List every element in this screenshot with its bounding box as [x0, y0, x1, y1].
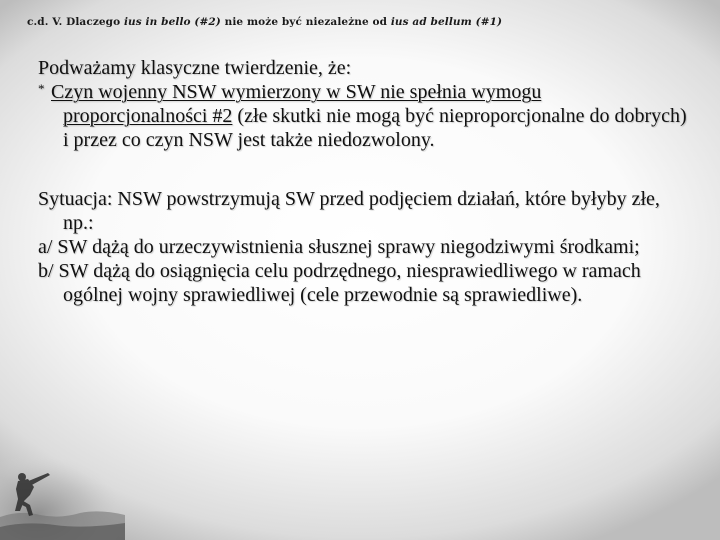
header-middle: nie może być niezależne od	[220, 16, 391, 28]
claim-bullet	[38, 80, 688, 152]
header-term-ius-in-bello: ius in bello (#2)	[123, 16, 221, 28]
option-a: a/ SW dążą do urzeczywistnienia słusznej sprawy niegodziwymi środkami;	[38, 236, 640, 258]
soldier-silhouette-image	[0, 455, 125, 540]
situation-text: Sytuacja: NSW powstrzymują SW przed podjęciem działań, które byłyby złe, np.:	[38, 188, 660, 234]
option-b: b/ SW dążą do osiągnięcia celu podrzędnego, niesprawiedliwego w ramach ogólnej wojny sprawiedliwej (cele przewodnie są sprawiedliwe).	[38, 260, 641, 306]
intro-text: Podważamy klasyczne twierdzenie, że:	[38, 57, 352, 79]
header-prefix: c.d. V. Dlaczego	[27, 16, 124, 28]
slide-header	[27, 16, 502, 28]
slide-body	[38, 56, 688, 307]
claim-underlined: Czyn wojenny NSW wymierzony w SW nie spełnia wymogu proporcjonalności #2	[51, 81, 542, 127]
bullet-mark: *	[38, 81, 45, 96]
header-term-ius-ad-bellum: ius ad bellum (#1)	[390, 16, 503, 28]
claim-rest: (złe skutki nie mogą być nieproporcjonalne do dobrych) i przez co czyn NSW jest także niedozwolony.	[63, 105, 687, 151]
